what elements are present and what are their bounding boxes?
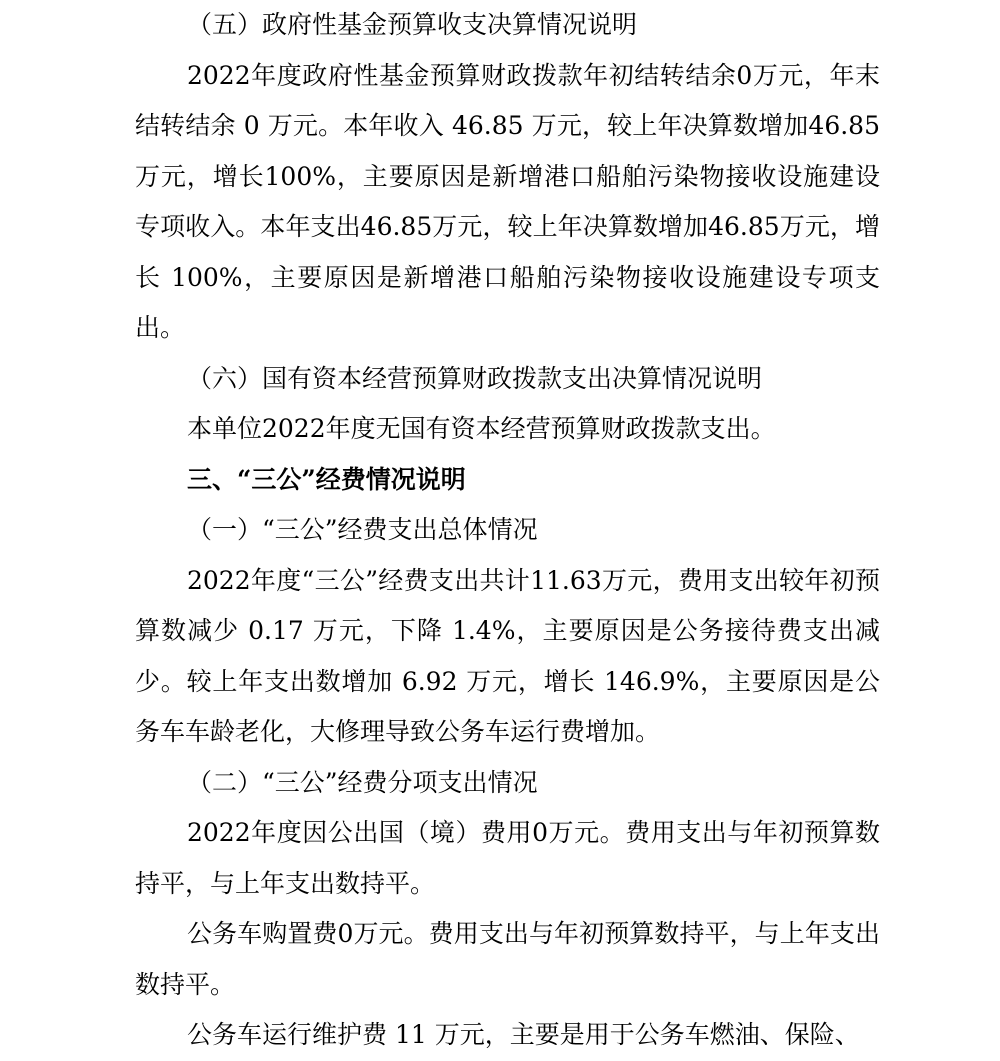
- part-3-1-title: （一）“三公”经费支出总体情况: [187, 515, 538, 544]
- section-5-title: （五）政府性基金预算收支决算情况说明: [187, 10, 638, 39]
- part-3-2-title: （二）“三公”经费分项支出情况: [187, 767, 538, 797]
- part-3-2-body-abroad: 2022年度因公出国（境）费用0万元。费用支出与年初预算数持平，与上年支出数持平。: [135, 818, 880, 898]
- part-3-title: 三、“三公”经费情况说明: [187, 464, 466, 494]
- part-3-1-body: 2022年度“三公”经费支出共计11.63万元，费用支出较年初预算数减少 0.17 万元，下降 1.4%，主要原因是公务接待费支出减少。较上年支出数增加 6.92 万元，增长 146.9%，主要原因是公务车车龄老化，大修理导致公务车运行费增加。: [135, 565, 880, 746]
- part-3-2-body-vehicle-maintenance: 公务车运行维护费 11 万元，主要是用于公务车燃油、保险、: [187, 1020, 860, 1049]
- section-6-body: 本单位2022年度无国有资本经营预算财政拨款支出。: [187, 414, 776, 443]
- part-3-2-body-vehicle-purchase: 公务车购置费0万元。费用支出与年初预算数持平，与上年支出数持平。: [135, 919, 880, 999]
- section-6-title: （六）国有资本经营预算财政拨款支出决算情况说明: [187, 363, 763, 393]
- document-page: [135, 0, 880, 1061]
- section-5-body: 2022年度政府性基金预算财政拨款年初结转结余0万元，年末结转结余 0 万元。本年收入 46.85 万元，较上年决算数增加46.85万元，增长100%，主要原因是新增港口船舶污染物接收设施建设专项收入。本年支出46.85万元，较上年决算数增加46.85万元，增长 100%，主要原因是新增港口船舶污染物接收设施建设专项支出。: [135, 60, 880, 342]
